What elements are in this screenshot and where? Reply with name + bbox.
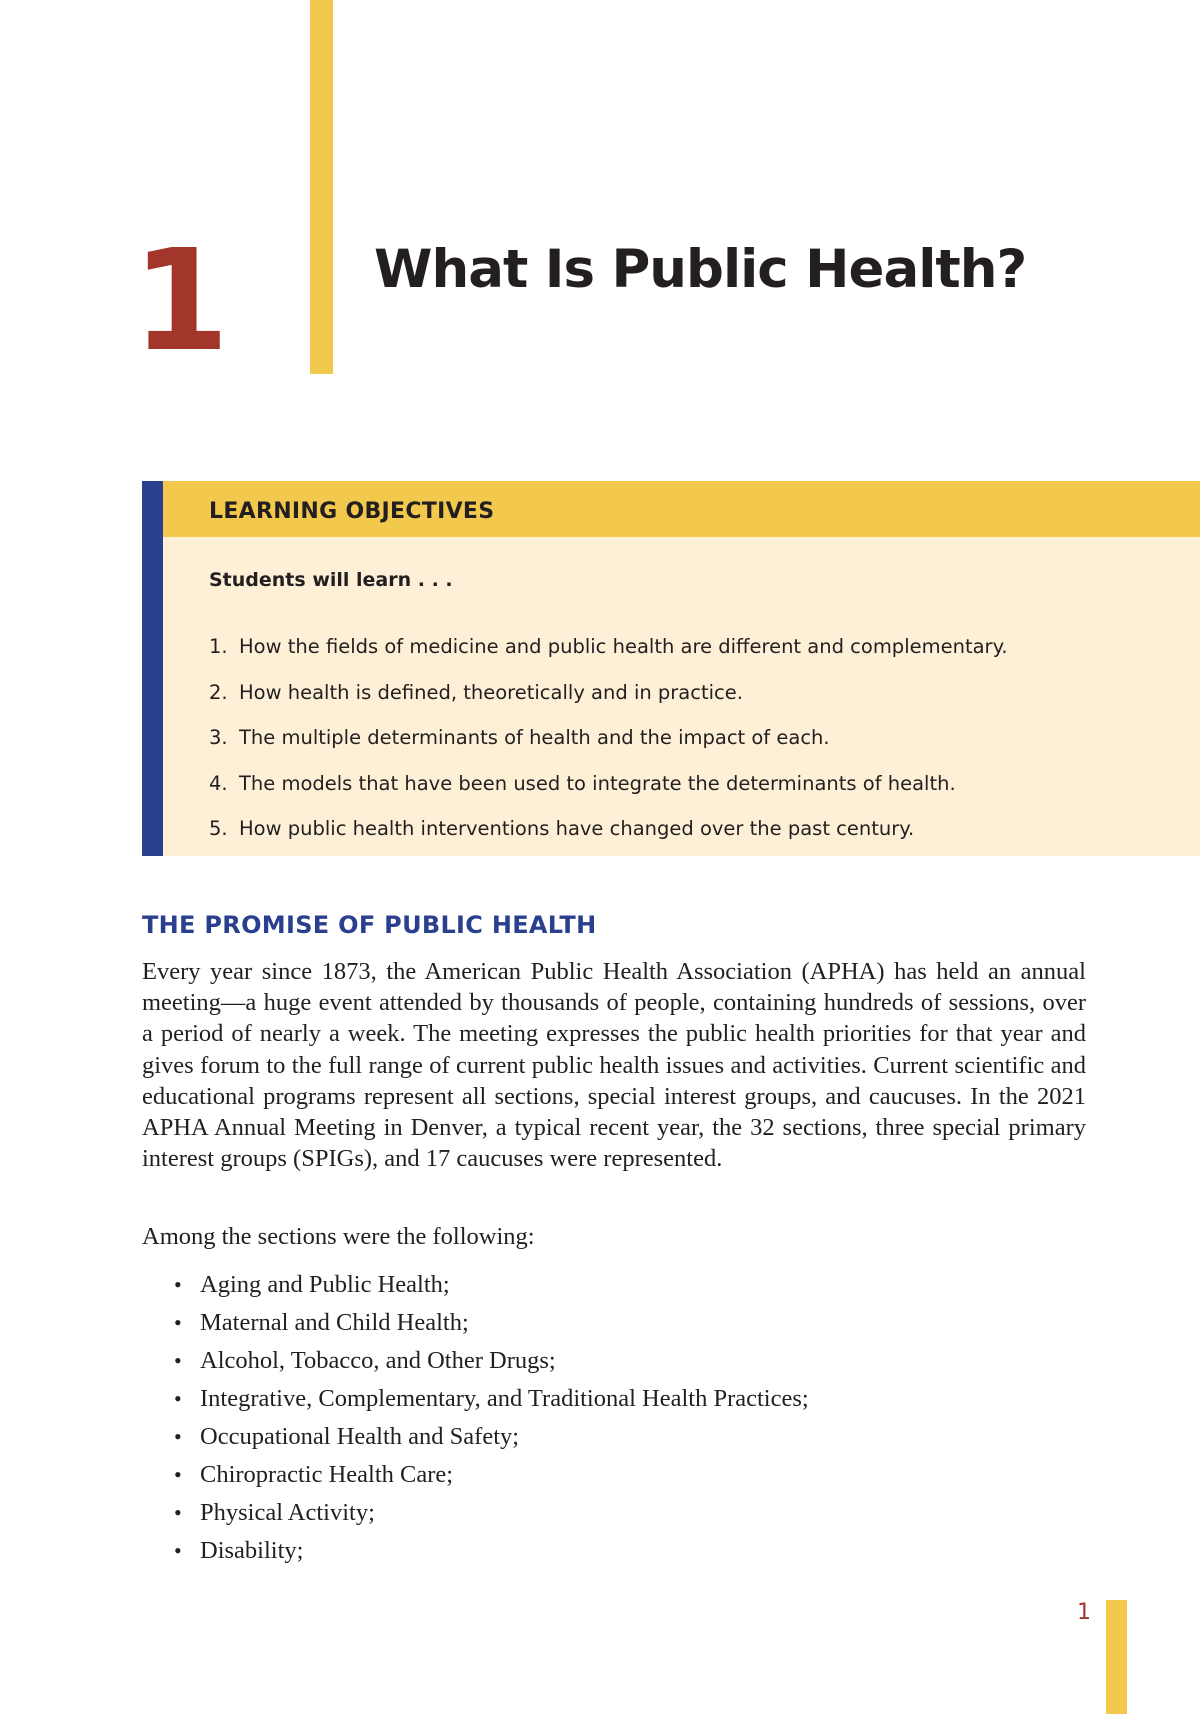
objective-number: 2.	[209, 680, 228, 704]
list-item	[172, 1380, 809, 1418]
objective-text: How public health interventions have changed over the past century.	[239, 817, 915, 840]
bullet-icon: •	[174, 1500, 182, 1525]
objective-item	[209, 715, 1008, 761]
sections-bullet-list	[172, 1266, 809, 1570]
list-lead-in: Among the sections were the following:	[142, 1223, 535, 1250]
objective-number: 5.	[209, 817, 228, 840]
list-item-text: Physical Activity;	[200, 1499, 375, 1526]
bullet-icon: •	[174, 1310, 182, 1335]
chapter-number: 1	[132, 220, 226, 383]
page-number: 1	[1077, 1600, 1091, 1625]
section-heading: THE PROMISE OF PUBLIC HEALTH	[142, 911, 597, 939]
objective-text: How health is defined, theoretically and in practice.	[239, 680, 743, 704]
list-item-text: Aging and Public Health;	[200, 1271, 450, 1298]
objectives-intro: Students will learn . . .	[209, 569, 453, 591]
objectives-list	[209, 624, 1008, 852]
objective-number: 3.	[209, 726, 228, 749]
list-item-text: Chiropractic Health Care;	[200, 1461, 454, 1488]
list-item	[172, 1418, 809, 1456]
list-item-text: Maternal and Child Health;	[200, 1309, 469, 1336]
objective-text: How the fields of medicine and public health are different and complementary.	[239, 635, 1008, 658]
objective-number: 4.	[209, 771, 228, 795]
list-item	[172, 1494, 809, 1532]
bullet-icon: •	[174, 1386, 182, 1411]
objectives-accent-bar	[142, 481, 163, 856]
list-item-text: Disability;	[200, 1537, 304, 1564]
bullet-icon: •	[174, 1424, 182, 1449]
body-paragraph: Every year since 1873, the American Public Health Association (APHA) has held an annual meeting—a huge event attended by thousands of people, containing hundreds of sessions, over a period of nearly a week. The meeting expresses the public health priorities for that year and gives forum to the full range of current public health issues and activities. Current scientific and educational programs represent all sections, special interest groups, and caucuses. In the 2021 APHA Annual Meeting in Denver, a typical recent year, the 32 sections, three special primary interest groups (SPIGs), and 17 caucuses were represented.	[142, 958, 1086, 1173]
list-item-text: Occupational Health and Safety;	[200, 1423, 520, 1450]
objective-item	[209, 806, 1008, 852]
bullet-icon: •	[174, 1348, 182, 1373]
list-item-text: Alcohol, Tobacco, and Other Drugs;	[200, 1347, 556, 1374]
list-item	[172, 1456, 809, 1494]
objective-item	[209, 670, 1008, 716]
list-item	[172, 1266, 809, 1304]
bullet-icon: •	[174, 1538, 182, 1563]
list-item	[172, 1532, 809, 1570]
list-item	[172, 1304, 809, 1342]
page-accent-bar	[1106, 1600, 1127, 1714]
list-item	[172, 1342, 809, 1380]
chapter-accent-bar	[310, 0, 333, 374]
objective-number: 1.	[209, 635, 228, 658]
bullet-icon: •	[174, 1462, 182, 1487]
objective-item	[209, 624, 1008, 670]
objective-item	[209, 761, 1008, 807]
list-item-text: Integrative, Complementary, and Traditional Health Practices;	[200, 1385, 809, 1412]
objectives-heading: LEARNING OBJECTIVES	[209, 499, 495, 524]
bullet-icon: •	[174, 1272, 182, 1297]
chapter-title: What Is Public Health?	[374, 239, 1027, 300]
objective-text: The models that have been used to integrate the determinants of health.	[239, 771, 956, 795]
objective-text: The multiple determinants of health and the impact of each.	[239, 726, 830, 749]
